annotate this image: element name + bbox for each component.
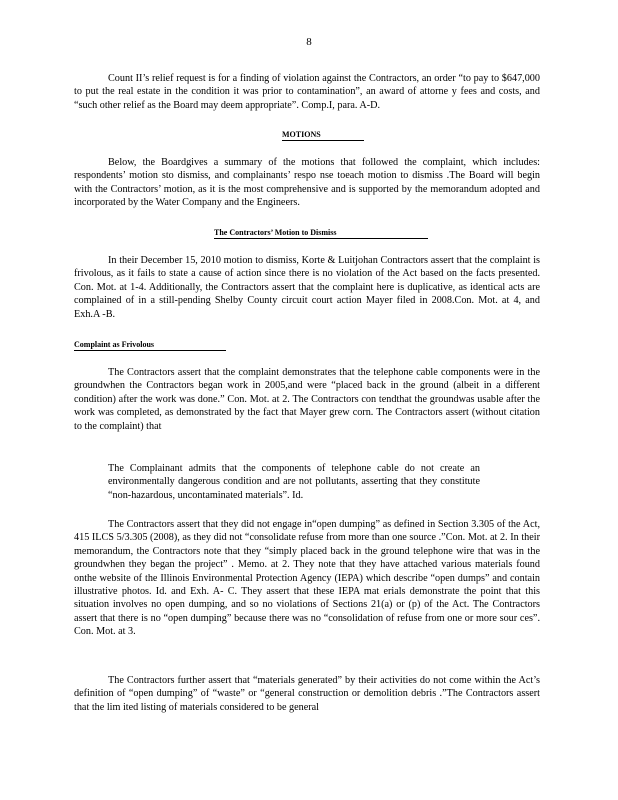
heading-motions — [282, 130, 364, 141]
paragraph-open-dumping: The Contractors assert that they did not engage in“open dumping” as defined in Section 3.305 of the Act, 415 ILCS 5/3.305 (2008), as they did not “consolidate refuse from more than one source .”Con. Mot. at 2. In their memorandum, the Contractors note that they “simply placed back in the ground telephone wire that was in the groundwhen they began the project” . Memo. at 2. They note that they have attached various materials found onthe website of the Illinois Environmental Protection Agency (IEPA) which describe “open dumps” and contain illustrative photos. Id. and Exh. A- C. They assert that these IEPA mat erials demonstrate the point that this situation involves no open dumping, and so no violations of Sections 21(a) or (p) of the Act. The Contractors assert that there is no “open dumping” because there was no “consolidation of refuse from one or more sour ces”. Con. Mot. at 3. — [74, 519, 540, 638]
paragraph-complaint-demonstrates: The Contractors assert that the complaint demonstrates that the telephone cable components were in the groundwhen the Contractors began work in 2005,and were “placed back in the ground (albeit in a different condition) after the work was done.” Con. Mot. at 2. The Contractors con tendthat the groundwas usable after the work was completed, as demonstrated by the fact that Mayer grew corn. The Contractors assert (without citation to the complaint) that — [74, 367, 540, 432]
heading-complaint-frivolous — [74, 340, 226, 351]
page-number: 8 — [306, 36, 312, 48]
heading-motions-text: MOTIONS — [282, 130, 364, 141]
block-quote: The Complainant admits that the components of telephone cable do not create an environmentally dangerous condition and are not pollutants, asserting that they constitute “non-hazardous, uncontaminated materials”. Id. — [108, 463, 480, 501]
heading-contractors-motion-text: The Contractors’ Motion to Dismiss — [214, 228, 428, 239]
paragraph-december-motion: In their December 15, 2010 motion to dismiss, Korte & Luitjohan Contractors assert that the complaint is frivolous, as it fails to state a cause of action since there is no violation of the Act based on the facts presented. Con. Mot. at 1-4. Additionally, the Contractors assert that the complaint here is duplicative, as identical acts are complained of in a still-pending Shelby County circuit court action Mayer filed in 2008.Con. Mot. at 4, and Exh.A -B. — [74, 255, 540, 320]
paragraph-materials-generated: The Contractors further assert that “materials generated” by their activities do not come within the Act’s definition of “open dumping” of “waste” or “general construction or demolition debris .”The Contractors assert that the lim ited listing of materials considered to be general — [74, 675, 540, 713]
heading-complaint-frivolous-text: Complaint as Frivolous — [74, 340, 226, 351]
paragraph-motions-summary: Below, the Boardgives a summary of the motions that followed the complaint, which includes: respondents’ motion sto dismiss, and complainants’ respo nse toeach motion to dismiss .The Board will begin with the Contractors’ motion, as it is the most comprehensive and is supported by the memorandum adopted and incorporated by the Water Company and the Engineers. — [74, 157, 540, 209]
paragraph-count-two-relief: Count II’s relief request is for a finding of violation against the Contractors, an order “to pay to $647,000 to put the real estate in the condition it was prior to contamination”, an award of attorne y fees and costs, and “such other relief as the Board may deem appropriate”. Comp.I, para. A-D. — [74, 73, 540, 111]
heading-contractors-motion — [214, 228, 428, 239]
